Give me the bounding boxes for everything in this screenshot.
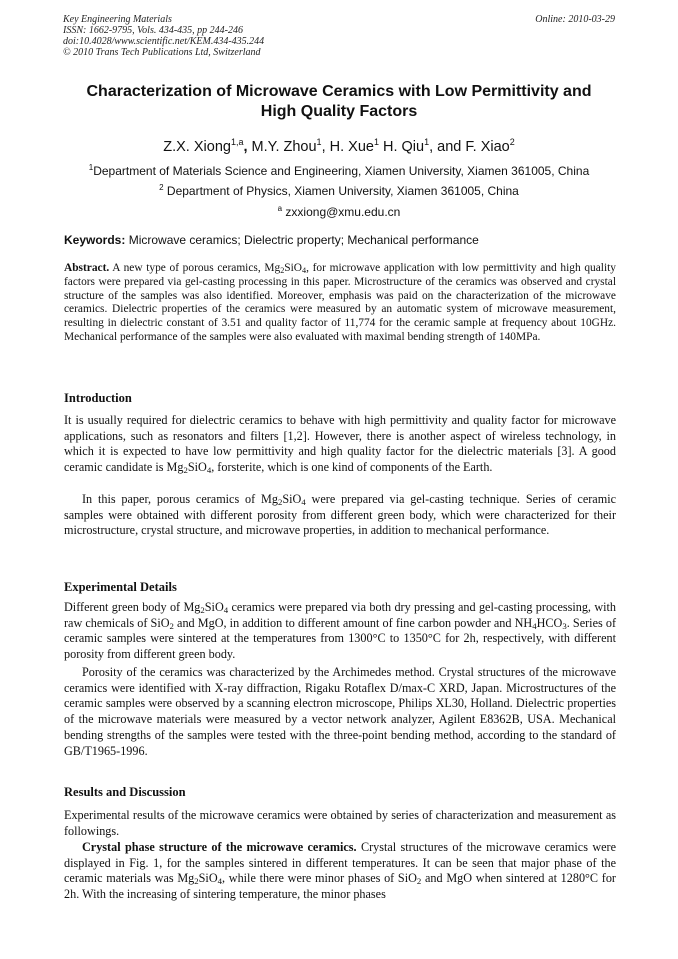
- author-name: Z.X. Xiong: [163, 139, 231, 155]
- abstract-label: Abstract.: [64, 262, 110, 274]
- subscript: 2: [277, 497, 283, 507]
- author-separator: ,: [321, 139, 326, 155]
- author-name: M.Y. Zhou: [247, 139, 317, 155]
- author-list: [40, 133, 638, 156]
- affiliation-mark: 1: [88, 163, 94, 172]
- subscript: 4: [532, 620, 537, 631]
- title-line-1: Characterization of Microwave Ceramics with Low Permittivity and: [86, 83, 592, 100]
- subscript: 2: [200, 605, 205, 615]
- copyright-line: © 2010 Trans Tech Publications Ltd, Switzerland: [63, 47, 261, 58]
- paper-title: [50, 82, 628, 122]
- keywords-label: Keywords:: [64, 233, 126, 247]
- author-affiliation-mark: 2: [509, 137, 515, 147]
- paragraph-text: SiO: [198, 871, 218, 886]
- paragraph-text: HCO: [536, 615, 563, 630]
- experimental-paragraph-1: [64, 600, 616, 663]
- author-separator: ,: [243, 139, 248, 155]
- paragraph-text: In this paper, porous ceramics of Mg: [82, 492, 278, 506]
- paragraph-text: and MgO, in addition to different amount of fine carbon powder and NH: [173, 615, 533, 630]
- subscript: 2: [183, 465, 188, 476]
- paragraph-text: . Series of ceramic samples were sintered at the temperatures from 1300°C to 1350°C for 2h, respectively, with different porosity from different green body.: [64, 615, 617, 662]
- abstract: [64, 262, 616, 345]
- journal-name: Key Engineering Materials: [63, 14, 172, 25]
- section-heading-introduction: Introduction: [64, 391, 132, 405]
- author-name: H. Qiu: [378, 139, 425, 155]
- title-line-2: High Quality Factors: [260, 103, 418, 120]
- affiliation-text: Department of Physics, Xiamen University, Xiamen 361005, China: [163, 184, 519, 198]
- author-name: and F. Xiao: [433, 139, 510, 155]
- intro-paragraph-1: [64, 413, 616, 476]
- paragraph-text: Different green body of Mg: [64, 600, 201, 614]
- subscript: 2: [416, 876, 422, 887]
- section-heading-experimental-details: Experimental Details: [64, 580, 177, 594]
- paragraph-text: SiO: [187, 460, 207, 475]
- affiliation-1: [40, 161, 638, 178]
- experimental-paragraph-2: Porosity of the ceramics was characterized by the Archimedes method. Crystal structures of the microwave ceramics were identified with X-ray diffraction, Rigaku Rotaflex D/max-C XRD, Japan. Microstructures of the ceramic samples were observed by a scanning electron microscope, Philips XL30, Holland. Dielectric properties of the microwave materials were measured by a vector network analyzer, Agilent E8362B, USA. Mechanical bending strengths of the samples were tested with the three-point bending method, according to the standard of GB/T1965-1996.: [64, 665, 616, 758]
- paragraph-text: Crystal structures of the microwave ceramics were displayed in Fig. 1, for the samples sintered in different temperatures. It can be seen that major phase of the ceramic materials was Mg: [64, 840, 616, 886]
- affiliation-mark: 2: [159, 183, 164, 192]
- keywords: [64, 233, 616, 247]
- email-text: zxxiong@xmu.edu.cn: [282, 205, 401, 219]
- paragraph-run-in-heading: Crystal phase structure of the microwave ceramics.: [82, 840, 357, 854]
- paragraph-text: , forsterite, which is one kind of components of the Earth.: [211, 460, 493, 475]
- paragraph-text: It is usually required for dielectric ceramics to behave with high permittivity and quality factor for microwave applications, such as resonators and filters [1,2]. However, there is another aspect of wireless technology, in which it is expected to have low permittivity and high quality factor for the dielectric materials [3]. A good ceramic candidate is Mg: [64, 413, 616, 475]
- author-affiliation-mark: 1: [424, 137, 430, 147]
- email-mark: a: [277, 204, 283, 213]
- affiliation-text: Department of Materials Science and Engineering, Xiamen University, Xiamen 361005, China: [93, 164, 590, 178]
- contact-email: [40, 202, 638, 219]
- subscript: 3: [562, 620, 567, 631]
- subscript: 4: [217, 876, 223, 887]
- intro-paragraph-2: [64, 492, 616, 539]
- subscript: 4: [302, 266, 307, 275]
- author-separator: ,: [429, 139, 434, 155]
- author-affiliation-mark: 1: [373, 137, 379, 147]
- subscript: 4: [301, 497, 306, 507]
- subscript: 2: [194, 876, 199, 887]
- affiliation-2: [40, 181, 638, 198]
- issn-line: ISSN: 1662-9795, Vols. 434-435, pp 244-246: [63, 25, 243, 36]
- paragraph-text: SiO: [282, 492, 302, 506]
- paragraph-text: and MgO when sintered at 1280°C for 2h. With the increasing of sintering temperature, the minor phases: [64, 871, 616, 902]
- doi-line: doi:10.4028/www.scientific.net/KEM.434-435.244: [63, 36, 265, 47]
- abstract-text: , for microwave application with low permittivity and high quality factors were prepared via gel-casting processing in this paper. Microstructure of the ceramics was observed and crystal structure of the samples was also identified. Moreover, emphasis was paid on the characterization of the microwave ceramics. Dielectric properties of the ceramics were measured by an automatic system of microwave measurement, resulting in dielectric constant of 3.51 and quality factor of 11,774 for the ceramic sample at frequency about 10GHz. Mechanical performance of the samples were also evaluated with maximal bending strength of 140MPa.: [64, 262, 616, 343]
- keywords-text: Microwave ceramics; Dielectric property; Mechanical performance: [125, 233, 479, 247]
- author-affiliation-mark: 1,a: [230, 137, 244, 147]
- paragraph-text: ceramics were prepared via both dry pressing and gel-casting processing, with raw chemicals of SiO: [64, 600, 616, 630]
- paragraph-text: , while there were minor phases of SiO: [222, 871, 417, 886]
- subscript: 2: [280, 266, 285, 275]
- online-date: Online: 2010-03-29: [535, 14, 615, 25]
- author-name: H. Xue: [325, 139, 374, 155]
- paragraph-text: were prepared via gel-casting technique. Series of ceramic samples were obtained with different porosity from different green body, which were characterized for their microstructure, crystal structure, and microwave properties, in addition to mechanical performance.: [64, 492, 616, 538]
- subscript: 4: [223, 605, 229, 615]
- subscript: 4: [206, 465, 212, 476]
- subscript: 2: [169, 620, 174, 631]
- results-paragraph-2: [64, 840, 616, 903]
- paragraph-text: SiO: [204, 600, 224, 614]
- journal-header: [63, 14, 615, 58]
- abstract-text: SiO: [284, 262, 303, 274]
- abstract-text: A new type of porous ceramics, Mg: [109, 262, 281, 274]
- author-affiliation-mark: 1: [316, 137, 322, 147]
- section-heading-results-and-discussion: Results and Discussion: [64, 785, 186, 799]
- results-paragraph-1: Experimental results of the microwave ceramics were obtained by series of characterization and measurement as followings.: [64, 808, 616, 838]
